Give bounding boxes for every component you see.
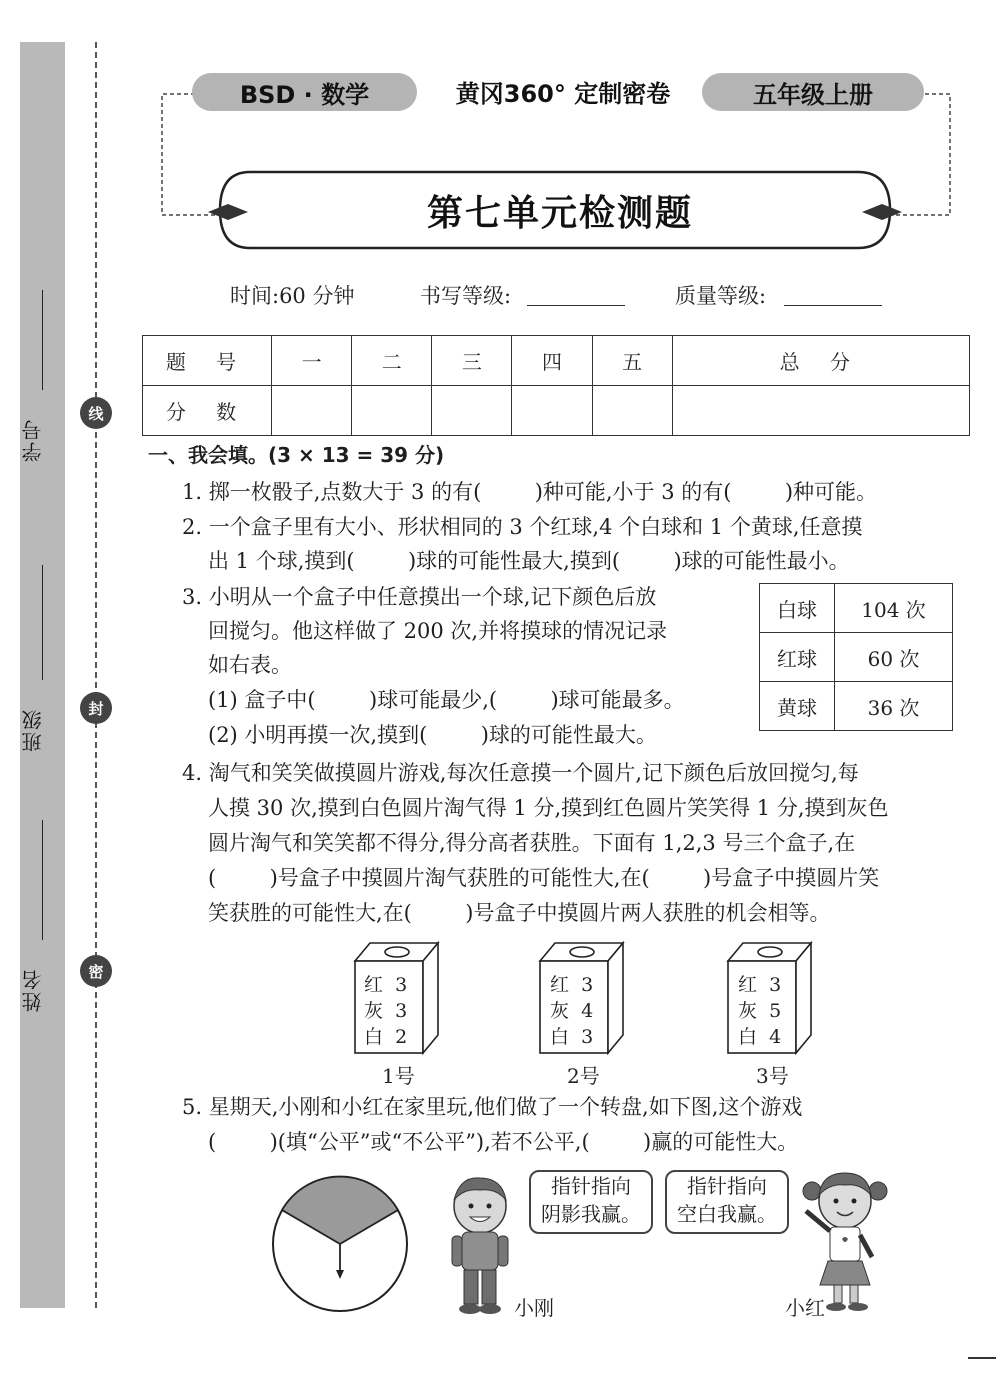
record-color: 白球 [760, 584, 835, 633]
score-header-total: 总 分 [672, 336, 969, 386]
record-count: 104 次 [835, 584, 953, 633]
box-2-gray: 灰 4 [550, 1000, 594, 1022]
cut-line [95, 42, 97, 1308]
student-id-label: 学号 [21, 418, 45, 462]
score-cell[interactable] [672, 386, 969, 436]
score-cell[interactable] [352, 386, 432, 436]
class-label: 班级 [21, 708, 45, 752]
subject-pill: BSD · 数学 [192, 73, 417, 111]
question-2-line2: 出 1 个球,摸到( )球的可能性最大,摸到( )球的可能性最小。 [208, 549, 850, 573]
score-table [142, 335, 970, 436]
question-5-line2: ( )(填“公平”或“不公平”),若不公平,( )赢的可能性大。 [208, 1130, 799, 1154]
record-table [759, 583, 953, 731]
score-cell[interactable] [272, 386, 352, 436]
writing-grade-blank[interactable] [527, 287, 625, 306]
box-3-white: 白 4 [738, 1026, 782, 1048]
brand-text: 黄冈360° 定制密卷 [455, 80, 671, 108]
question-3-part2: (2) 小明再摸一次,摸到( )球的可能性最大。 [208, 723, 657, 747]
question-3-line3: 如右表。 [208, 653, 292, 677]
score-cell[interactable] [512, 386, 592, 436]
box-1-gray: 灰 3 [364, 1000, 408, 1022]
boy-name: 小刚 [514, 1296, 554, 1320]
score-row-label: 分 数 [143, 386, 272, 436]
quality-grade-label: 质量等级: [675, 284, 767, 308]
score-header-5: 五 [592, 336, 672, 386]
boy-illustration [440, 1172, 520, 1317]
quality-grade-blank[interactable] [784, 287, 882, 306]
box-2-white: 白 3 [550, 1026, 594, 1048]
score-header-1: 一 [272, 336, 352, 386]
spinner [268, 1172, 413, 1317]
question-5-line1: 5. 星期天,小刚和小红在家里玩,他们做了一个转盘,如下图,这个游戏 [182, 1095, 803, 1119]
question-4-line3: 圆片淘气和笑笑都不得分,得分高者获胜。下面有 1,2,3 号三个盒子,在 [208, 831, 856, 855]
box-2-red: 红 3 [550, 974, 594, 996]
girl-speech-bubble: 指针指向 空白我赢。 [665, 1170, 789, 1234]
question-2-line1: 2. 一个盒子里有大小、形状相同的 3 个红球,4 个白球和 1 个黄球,任意摸 [182, 515, 863, 539]
page-edge-mark [968, 1357, 996, 1359]
boy-speech-bubble: 指针指向 阴影我赢。 [529, 1170, 653, 1234]
record-count: 60 次 [835, 633, 953, 682]
class-blank [42, 565, 43, 680]
girl-name: 小红 [785, 1296, 825, 1320]
question-4-line5: 笑获胜的可能性大,在( )号盒子中摸圆片两人获胜的机会相等。 [208, 901, 831, 925]
box-3-gray: 灰 5 [738, 1000, 782, 1022]
question-3-line2: 回搅匀。他这样做了 200 次,并将摸球的情况记录 [208, 619, 668, 643]
score-header-3: 三 [432, 336, 512, 386]
seal-line: 线 [80, 397, 112, 429]
seal-seal: 封 [80, 692, 112, 724]
question-3-line1: 3. 小明从一个盒子中任意摸出一个球,记下颜色后放 [182, 585, 657, 609]
question-1: 1. 掷一枚骰子,点数大于 3 的有( )种可能,小于 3 的有( )种可能。 [182, 480, 878, 504]
box-1-red: 红 3 [364, 974, 408, 996]
time-label: 时间:60 分钟 [230, 284, 355, 308]
question-4-line1: 4. 淘气和笑笑做摸圆片游戏,每次任意摸一个圆片,记下颜色后放回搅匀,每 [182, 761, 859, 785]
score-header-4: 四 [512, 336, 592, 386]
box-1-label: 1号 [382, 1064, 415, 1088]
question-3-part1: (1) 盒子中( )球可能最少,( )球可能最多。 [208, 688, 685, 712]
box-1-white: 白 2 [364, 1026, 408, 1048]
score-header-label: 题 号 [143, 336, 272, 386]
section-heading: 一、我会填。(3 × 13 = 39 分) [148, 443, 445, 467]
record-color: 红球 [760, 633, 835, 682]
score-cell[interactable] [432, 386, 512, 436]
grade-pill: 五年级上册 [702, 73, 924, 111]
student-id-blank [42, 290, 43, 390]
question-4-line2: 人摸 30 次,摸到白色圆片淘气得 1 分,摸到红色圆片笑笑得 1 分,摸到灰色 [208, 796, 889, 820]
record-color: 黄球 [760, 682, 835, 731]
score-cell[interactable] [592, 386, 672, 436]
name-label: 姓名 [21, 968, 45, 1012]
page-title: 第七单元检测题 [426, 192, 693, 234]
question-4-line4: ( )号盒子中摸圆片淘气获胜的可能性大,在( )号盒子中摸圆片笑 [208, 866, 880, 890]
writing-grade-label: 书写等级: [420, 284, 512, 308]
score-header-2: 二 [352, 336, 432, 386]
seal-secret: 密 [80, 955, 112, 987]
box-3-red: 红 3 [738, 974, 782, 996]
box-2-label: 2号 [567, 1064, 600, 1088]
record-count: 36 次 [835, 682, 953, 731]
box-3-label: 3号 [756, 1064, 789, 1088]
name-blank [42, 820, 43, 940]
